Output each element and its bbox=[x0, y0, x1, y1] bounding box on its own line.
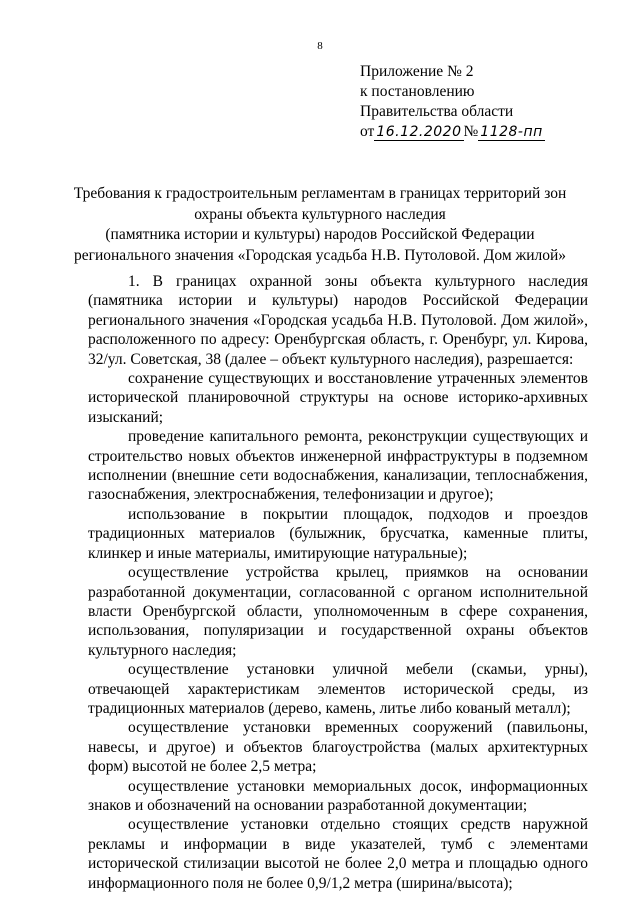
document-title bbox=[60, 184, 580, 266]
page-number: 8 bbox=[317, 40, 323, 52]
body-paragraph: сохранение существующих и восстановление утраченных элементов исторической планировочной структуры на основе историко-архивных изысканий; bbox=[88, 370, 588, 426]
title-line: (памятника истории и культуры) народов Российской Федерации bbox=[105, 226, 535, 243]
title-line: Требования к градостроительным регламентам в границах территорий зон bbox=[73, 185, 567, 202]
appendix-title: Приложение № 2 bbox=[360, 63, 474, 80]
handwritten-number: 1128-пп bbox=[480, 124, 543, 140]
appendix-date-line bbox=[360, 122, 545, 142]
title-line: охраны объекта культурного наследия bbox=[194, 205, 446, 223]
appendix-block bbox=[360, 62, 545, 142]
body-paragraph: использование в покрытии площадок, подходов и проездов традиционных материалов (булыжник, брусчатка, каменные плиты, клинкер и иные материалы, имитирующие натуральные); bbox=[88, 505, 588, 562]
appendix-subtitle: к постановлению bbox=[360, 83, 475, 100]
body-paragraph: осуществление устройства крылец, приямков на основании разработанной документации, согласованной с органом исполнительной власти Оренбургской области, уполномоченным в сфере сохранения, использования, популяризации и государственной охраны объектов культурного наследия; bbox=[88, 564, 588, 659]
body-paragraph: осуществление установки временных сооружений (павильоны, навесы, и другое) и объектов благоустройства (малых архитектурных форм) высотой не более 2,5 метра; bbox=[88, 719, 588, 776]
date-prefix: от bbox=[360, 123, 375, 140]
appendix-authority: Правительства области bbox=[360, 103, 514, 120]
body-paragraph: проведение капитального ремонта, реконструкции существующих и строительство новых объектов инженерной инфраструктуры в подземном исполнении (внешние сети водоснабжения, канализации, теплоснабжения, газоснабжения, электроснабжения, телефонизации и другое); bbox=[88, 428, 588, 504]
document-body bbox=[88, 272, 588, 893]
body-paragraph: 1. В границах охранной зоны объекта культурного наследия (памятника истории и культуры) народов Российской Федерации регионального значения «Городская усадьба Н.В. Путоловой. Дом жилой», расположенного по адресу: Оренбургская область, г. Оренбург, ул. Кирова, 32/ул. Советская, 38 (далее – объект культурного наследия), разрешается: bbox=[88, 273, 588, 368]
body-paragraph: осуществление установки отдельно стоящих средств наружной рекламы и информации в виде указателей, тумб с элементами исторической стилизации высотой не более 2,0 метра и площадью одного информационного поля не более 0,9/1,2 метра (ширина/высота); bbox=[88, 816, 588, 892]
number-prefix: № bbox=[463, 123, 479, 140]
handwritten-date: 16.12.2020 bbox=[376, 124, 462, 140]
body-paragraph: осуществление установки уличной мебели (скамьи, урны), отвечающей характеристикам элементов исторической среды, из традиционных материалов (дерево, камень, литье либо кованый металл); bbox=[88, 661, 588, 717]
body-paragraph: осуществление установки мемориальных досок, информационных знаков и обозначений на основании разработанной документации; bbox=[88, 777, 588, 814]
title-line: регионального значения «Городская усадьба Н.В. Путоловой. Дом жилой» bbox=[73, 246, 567, 264]
